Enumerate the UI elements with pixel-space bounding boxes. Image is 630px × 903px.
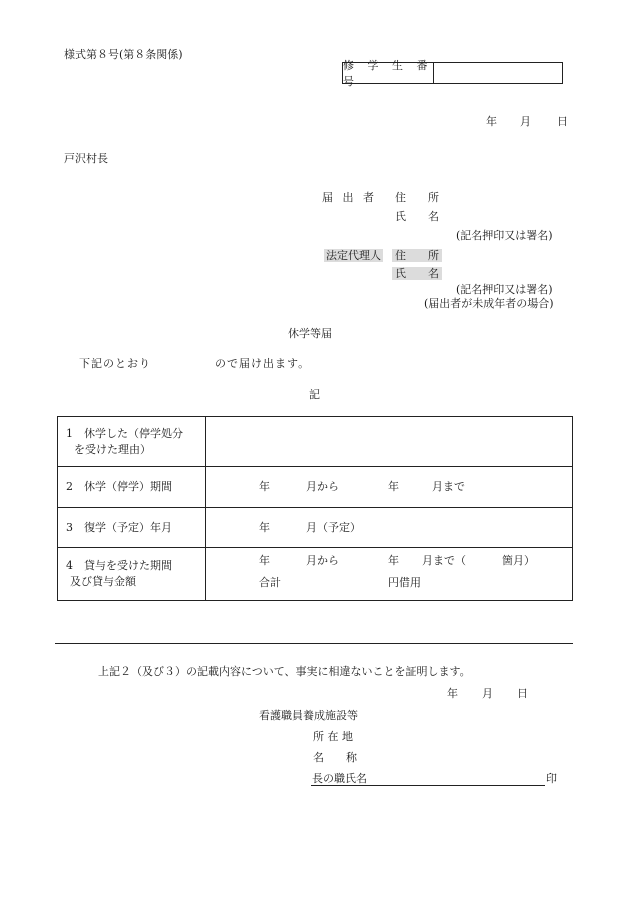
row3-label: 3 復学（予定）年月 <box>58 508 206 548</box>
row4-value[interactable] <box>206 548 573 601</box>
document-title: 休学等届 <box>288 327 332 340</box>
row3-value[interactable] <box>206 508 573 548</box>
institution-location-label: 所 在 地 <box>313 730 353 743</box>
seal-mark: 印 <box>546 772 557 785</box>
guardian-address-label: 住 所 <box>392 249 442 262</box>
row2-year1: 年 <box>259 480 270 493</box>
guardian-label: 法定代理人 <box>326 249 381 262</box>
applicant-label: 届 出 者 <box>322 191 377 204</box>
intro-prefix: 下記のとおり <box>79 357 151 370</box>
cert-date-month: 月 <box>482 687 493 700</box>
row2-until: 月まで <box>432 480 465 493</box>
row2-from: 月から <box>306 480 339 493</box>
row4-from: 月から <box>306 553 339 567</box>
row4-year1: 年 <box>259 553 270 567</box>
ki-heading: 記 <box>309 388 320 401</box>
institution-label: 看護職員養成施設等 <box>259 709 358 722</box>
guardian-minor-note: (届出者が未成年者の場合) <box>424 297 554 310</box>
row2-value[interactable] <box>206 467 573 508</box>
date-month: 月 <box>520 115 531 128</box>
form-number: 様式第８号(第８条関係) <box>64 48 183 61</box>
student-number-box <box>342 59 563 88</box>
guardian-name-label: 氏 名 <box>392 267 442 280</box>
intro-suffix: ので届け出ます。 <box>215 357 311 370</box>
table-row <box>58 548 573 601</box>
row4-yen: 円借用 <box>388 575 421 589</box>
leave-details-table <box>57 416 573 601</box>
row3-month-planned: 月（予定） <box>306 520 361 534</box>
institution-name-label: 名 称 <box>313 751 357 764</box>
date-day: 日 <box>557 115 568 128</box>
row1-value[interactable] <box>206 417 573 467</box>
addressee: 戸沢村長 <box>64 152 108 165</box>
date-year: 年 <box>486 115 497 128</box>
row4-label: 4 貸与を受けた期間 及び貸与金額 <box>58 548 206 601</box>
head-name-underline <box>311 785 545 786</box>
applicant-seal-note: (記名押印又は署名) <box>456 229 553 242</box>
applicant-name-label: 氏 名 <box>395 210 439 223</box>
row4-until: 月まで（ <box>422 553 466 567</box>
row2-label: 2 休学（停学）期間 <box>58 467 206 508</box>
table-row <box>58 508 573 548</box>
certification-statement: 上記２（及び３）の記載内容について、事実に相違ないことを証明します。 <box>98 665 471 678</box>
student-number-label: 修 学 生 番 号 <box>343 59 433 88</box>
row2-year2: 年 <box>388 480 399 493</box>
guardian-seal-note: (記名押印又は署名) <box>456 283 553 296</box>
student-number-field[interactable] <box>434 63 562 83</box>
row1-label: 1 休学した（停学処分 を受けた理由） <box>58 417 206 467</box>
applicant-address-label: 住 所 <box>395 191 439 204</box>
row4-total: 合計 <box>259 575 281 589</box>
cert-date-day: 日 <box>517 687 528 700</box>
cert-date-year: 年 <box>447 687 458 700</box>
row4-months: 箇月） <box>502 553 535 567</box>
section-divider <box>55 643 573 644</box>
row4-year2: 年 <box>388 553 399 567</box>
table-row <box>58 467 573 508</box>
row3-year: 年 <box>259 520 270 534</box>
head-name-label: 長の職氏名 <box>312 772 367 785</box>
table-row <box>58 417 573 467</box>
